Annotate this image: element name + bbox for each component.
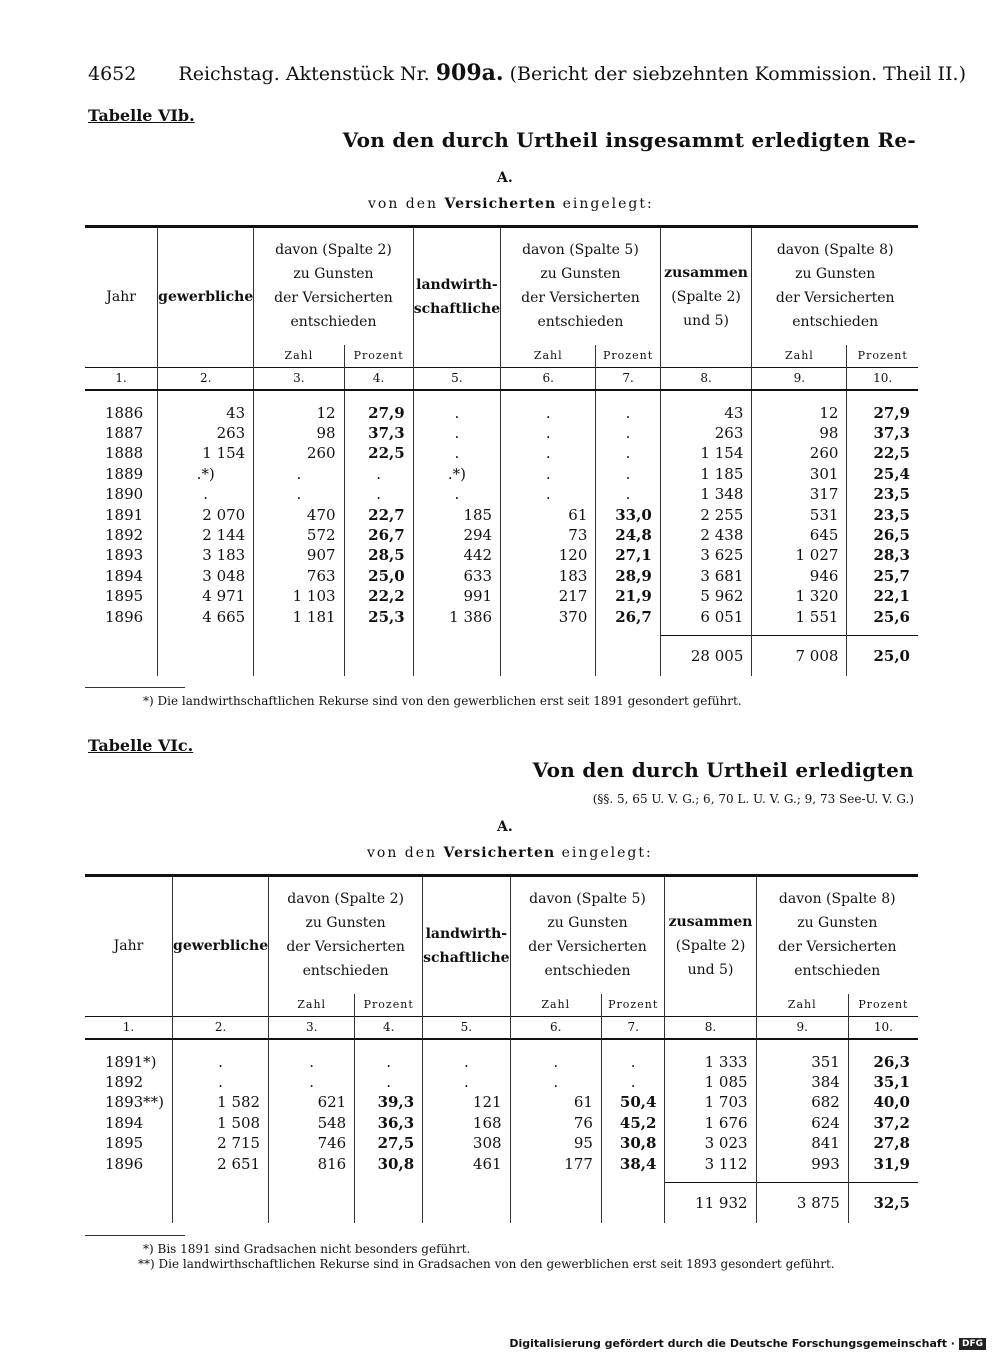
data-cell: 294	[413, 525, 500, 545]
data-cell: 3 183	[158, 545, 254, 565]
col-header-davon-5: davon (Spalte 5) zu Gunsten der Versicherten entschieden	[501, 227, 661, 345]
table-vic-title: Von den durch Urtheil erledigten	[532, 758, 914, 782]
data-cell: 2 255	[660, 505, 752, 525]
column-number: 5.	[423, 1016, 510, 1039]
table-vic-body	[85, 1039, 918, 1223]
table-vic-subtitle	[367, 845, 653, 861]
table-row	[85, 403, 918, 423]
col-header-zahl: Zahl	[752, 345, 847, 368]
col-header-prozent: Prozent	[848, 994, 918, 1017]
col-header-zahl: Zahl	[254, 345, 344, 368]
credit-text: Digitalisierung gefördert durch die Deutsche Forschungsgemeinschaft ·	[509, 1337, 955, 1350]
data-cell: 28,9	[596, 566, 660, 586]
subtitle-pre: von den	[368, 196, 439, 212]
data-cell: 168	[423, 1113, 510, 1133]
table-row	[85, 1133, 918, 1153]
data-cell: 27,1	[596, 545, 660, 565]
data-cell: 1 508	[173, 1113, 269, 1133]
column-number: 2.	[158, 367, 254, 390]
data-cell: .	[501, 423, 596, 443]
data-cell: 263	[660, 423, 752, 443]
data-cell: .	[173, 1052, 269, 1072]
column-number: 4.	[355, 1016, 423, 1039]
data-cell: 1 103	[254, 586, 344, 606]
col-header-landwirthschaftliche: landwirth- schaftliche	[423, 876, 510, 1017]
data-cell: 3 625	[660, 545, 752, 565]
table-row	[85, 586, 918, 606]
table-vic-footnote-1: *) Bis 1891 sind Gradsachen nicht besonders geführt.	[143, 1242, 471, 1256]
data-cell: 26,7	[596, 607, 660, 627]
table-vib-body	[85, 390, 918, 676]
table-row	[85, 566, 918, 586]
column-number: 1.	[85, 367, 158, 390]
column-number: 10.	[848, 1016, 918, 1039]
column-number-row	[85, 1016, 918, 1039]
dfg-logo: DFG	[959, 1338, 986, 1350]
column-number: 6.	[510, 1016, 601, 1039]
col-header-gewerbliche: gewerbliche	[173, 876, 269, 1017]
data-cell: 384	[756, 1072, 848, 1092]
column-number: 9.	[752, 367, 847, 390]
data-cell: 1 185	[660, 464, 752, 484]
data-cell: 37,3	[847, 423, 918, 443]
year-cell: 1891	[105, 505, 144, 524]
column-number: 3.	[254, 367, 344, 390]
data-cell: 308	[423, 1133, 510, 1153]
data-cell: 531	[752, 505, 847, 525]
data-cell: 22,7	[344, 505, 413, 525]
data-cell: 1 027	[752, 545, 847, 565]
data-cell: 548	[269, 1113, 355, 1133]
subtitle-post: eingelegt:	[561, 845, 653, 861]
col-header-davon-8: davon (Spalte 8) zu Gunsten der Versicherten entschieden	[752, 227, 918, 345]
data-cell: .	[413, 443, 500, 463]
year-cell: 1886	[105, 403, 144, 422]
column-number: 2.	[173, 1016, 269, 1039]
header-right: (Bericht der siebzehnten Kommission. Theil II.)	[509, 63, 966, 85]
col-header-zahl: Zahl	[501, 345, 596, 368]
col-header-zusammen: zusammen (Spalte 2) und 5)	[660, 227, 752, 368]
total-cell: 32,5	[848, 1182, 918, 1223]
data-cell: .	[413, 403, 500, 423]
data-cell: 1 320	[752, 586, 847, 606]
data-cell: 25,6	[847, 607, 918, 627]
data-cell: 2 070	[158, 505, 254, 525]
data-cell: 45,2	[601, 1113, 665, 1133]
data-cell: 841	[756, 1133, 848, 1153]
table-row	[85, 1154, 918, 1174]
table-vib-letter: A.	[497, 170, 513, 186]
data-cell: .	[510, 1072, 601, 1092]
data-cell: 22,5	[344, 443, 413, 463]
data-cell: .	[158, 484, 254, 504]
col-header-prozent: Prozent	[847, 345, 918, 368]
data-cell: 37,2	[848, 1113, 918, 1133]
data-cell: 633	[413, 566, 500, 586]
data-cell: 442	[413, 545, 500, 565]
year-cell: 1892	[105, 525, 144, 544]
page-number: 4652	[88, 63, 137, 85]
data-cell: .	[596, 443, 660, 463]
data-cell: 26,5	[847, 525, 918, 545]
footnote-rule	[85, 1235, 185, 1236]
table-vic-letter: A.	[497, 819, 513, 835]
data-cell: .	[355, 1052, 423, 1072]
col-header-davon-5: davon (Spalte 5) zu Gunsten der Versicherten entschieden	[510, 876, 665, 994]
data-cell: 1 386	[413, 607, 500, 627]
data-cell: 2 438	[660, 525, 752, 545]
data-cell: .*)	[413, 464, 500, 484]
data-cell: 24,8	[596, 525, 660, 545]
data-cell: .	[254, 464, 344, 484]
data-cell: 470	[254, 505, 344, 525]
data-cell: 30,8	[601, 1133, 665, 1153]
data-cell: .	[510, 1052, 601, 1072]
data-cell: 31,9	[848, 1154, 918, 1174]
data-cell: 301	[752, 464, 847, 484]
data-cell: .	[423, 1052, 510, 1072]
data-cell: 12	[752, 403, 847, 423]
data-cell: 22,1	[847, 586, 918, 606]
data-cell: 682	[756, 1092, 848, 1112]
col-header-davon-8: davon (Spalte 8) zu Gunsten der Versicherten entschieden	[756, 876, 918, 994]
data-cell: 39,3	[355, 1092, 423, 1112]
data-cell: 1 154	[660, 443, 752, 463]
data-cell: 5 962	[660, 586, 752, 606]
data-cell: .	[501, 403, 596, 423]
data-cell: .	[269, 1072, 355, 1092]
column-number: 9.	[756, 1016, 848, 1039]
data-cell: 1 333	[665, 1052, 756, 1072]
table-row	[85, 607, 918, 627]
data-cell: .	[269, 1052, 355, 1072]
table-vic	[85, 874, 918, 1223]
data-cell: .	[423, 1072, 510, 1092]
data-cell: .	[173, 1072, 269, 1092]
year-cell: 1896	[105, 1154, 144, 1173]
year-cell: 1893	[105, 546, 144, 565]
data-cell: 26,3	[848, 1052, 918, 1072]
data-cell: 1 085	[665, 1072, 756, 1092]
year-cell: 1894	[105, 566, 144, 585]
column-number: 7.	[601, 1016, 665, 1039]
col-header-jahr: Jahr	[85, 876, 173, 1017]
data-cell: .	[413, 423, 500, 443]
data-cell: 25,4	[847, 464, 918, 484]
data-cell: 260	[254, 443, 344, 463]
data-cell: 993	[756, 1154, 848, 1174]
page-header	[88, 60, 966, 86]
digitization-credit	[509, 1337, 986, 1350]
column-number: 8.	[660, 367, 752, 390]
col-header-gewerbliche: gewerbliche	[158, 227, 254, 368]
col-header-prozent: Prozent	[355, 994, 423, 1017]
data-cell: 370	[501, 607, 596, 627]
data-cell: 907	[254, 545, 344, 565]
table-vib	[85, 225, 918, 676]
data-cell: 43	[660, 403, 752, 423]
data-cell: 27,9	[847, 403, 918, 423]
table-row	[85, 545, 918, 565]
section-label-vic: Tabelle VIc.	[88, 736, 194, 755]
data-cell: 76	[510, 1113, 601, 1133]
data-cell: 43	[158, 403, 254, 423]
data-cell: .	[601, 1052, 665, 1072]
column-number-row	[85, 367, 918, 390]
column-number: 3.	[269, 1016, 355, 1039]
data-cell: 98	[254, 423, 344, 443]
col-header-zusammen: zusammen (Spalte 2) und 5)	[665, 876, 756, 1017]
data-cell: .	[344, 484, 413, 504]
data-cell: 73	[501, 525, 596, 545]
data-cell: .	[596, 403, 660, 423]
data-cell: .	[601, 1072, 665, 1092]
data-cell: 991	[413, 586, 500, 606]
data-cell: 185	[413, 505, 500, 525]
table-row	[85, 484, 918, 504]
year-cell: 1896	[105, 607, 144, 626]
data-cell: 1 676	[665, 1113, 756, 1133]
column-number: 5.	[413, 367, 500, 390]
data-cell: 27,8	[848, 1133, 918, 1153]
column-number: 6.	[501, 367, 596, 390]
data-cell: 2 715	[173, 1133, 269, 1153]
table-row	[85, 1092, 918, 1112]
col-header-prozent: Prozent	[596, 345, 660, 368]
section-label-vib: Tabelle VIb.	[88, 106, 195, 125]
table-vib-subtitle	[368, 196, 654, 212]
column-number: 7.	[596, 367, 660, 390]
year-cell: 1894	[105, 1113, 144, 1132]
table-vib-footnote: *) Die landwirthschaftlichen Rekurse sind von den gewerblichen erst seit 1891 gesondert geführt.	[143, 694, 742, 708]
column-number: 8.	[665, 1016, 756, 1039]
data-cell: 624	[756, 1113, 848, 1133]
total-cell: 25,0	[847, 635, 918, 676]
year-cell: 1891*)	[105, 1052, 157, 1071]
table-row	[85, 525, 918, 545]
col-header-zahl: Zahl	[510, 994, 601, 1017]
data-cell: 1 154	[158, 443, 254, 463]
data-cell: 621	[269, 1092, 355, 1112]
column-number: 1.	[85, 1016, 173, 1039]
table-row	[85, 505, 918, 525]
year-cell: 1895	[105, 1134, 144, 1153]
footnote-rule	[85, 687, 185, 688]
year-cell: 1895	[105, 587, 144, 606]
data-cell: 746	[269, 1133, 355, 1153]
col-header-davon-2: davon (Spalte 2) zu Gunsten der Versicherten entschieden	[269, 876, 423, 994]
data-cell: 1 703	[665, 1092, 756, 1112]
data-cell: 61	[510, 1092, 601, 1112]
data-cell: 2 651	[173, 1154, 269, 1174]
data-cell: 61	[501, 505, 596, 525]
column-number: 10.	[847, 367, 918, 390]
data-cell: 317	[752, 484, 847, 504]
data-cell: .	[355, 1072, 423, 1092]
data-cell: 763	[254, 566, 344, 586]
col-header-zahl: Zahl	[269, 994, 355, 1017]
data-cell: 36,3	[355, 1113, 423, 1133]
data-cell: .	[596, 423, 660, 443]
data-cell: .	[501, 464, 596, 484]
data-cell: 120	[501, 545, 596, 565]
data-cell: .	[254, 484, 344, 504]
data-cell: 25,0	[344, 566, 413, 586]
data-cell: 27,9	[344, 403, 413, 423]
data-cell: 27,5	[355, 1133, 423, 1153]
year-cell: 1890	[105, 485, 144, 504]
data-cell: 23,5	[847, 484, 918, 504]
total-cell: 7 008	[752, 635, 847, 676]
subtitle-post: eingelegt:	[562, 196, 654, 212]
table-row	[85, 1052, 918, 1072]
data-cell: 3 112	[665, 1154, 756, 1174]
data-cell: .	[344, 464, 413, 484]
data-cell: 3 048	[158, 566, 254, 586]
table-vib-title: Von den durch Urtheil insgesammt erledigten Re-	[342, 128, 916, 152]
year-cell: 1893**)	[105, 1093, 165, 1112]
year-cell: 1892	[105, 1072, 144, 1091]
data-cell: 33,0	[596, 505, 660, 525]
data-cell: 3 681	[660, 566, 752, 586]
data-cell: .	[413, 484, 500, 504]
data-cell: .	[596, 464, 660, 484]
total-cell: 11 932	[665, 1182, 756, 1223]
data-cell: 183	[501, 566, 596, 586]
table-vic-footnote-2: **) Die landwirthschaftlichen Rekurse sind in Gradsachen von den gewerblichen erst seit 1893 gesondert geführt.	[138, 1257, 835, 1271]
data-cell: 98	[752, 423, 847, 443]
col-header-jahr: Jahr	[85, 227, 158, 368]
data-cell: 22,2	[344, 586, 413, 606]
data-cell: 38,4	[601, 1154, 665, 1174]
data-cell: 816	[269, 1154, 355, 1174]
data-cell: 1 582	[173, 1092, 269, 1112]
totals-row	[85, 635, 918, 676]
data-cell: 23,5	[847, 505, 918, 525]
data-cell: 12	[254, 403, 344, 423]
data-cell: .*)	[158, 464, 254, 484]
data-cell: 3 023	[665, 1133, 756, 1153]
data-cell: 263	[158, 423, 254, 443]
data-cell: 21,9	[596, 586, 660, 606]
subtitle-pre: von den	[367, 845, 438, 861]
data-cell: 645	[752, 525, 847, 545]
totals-row	[85, 1182, 918, 1223]
data-cell: 4 665	[158, 607, 254, 627]
data-cell: 28,3	[847, 545, 918, 565]
table-row	[85, 423, 918, 443]
table-row	[85, 443, 918, 463]
data-cell: .	[596, 484, 660, 504]
data-cell: 26,7	[344, 525, 413, 545]
data-cell: 260	[752, 443, 847, 463]
data-cell: 4 971	[158, 586, 254, 606]
year-cell: 1887	[105, 423, 144, 442]
data-cell: 1 348	[660, 484, 752, 504]
data-cell: 37,3	[344, 423, 413, 443]
table-row	[85, 1113, 918, 1133]
data-cell: 461	[423, 1154, 510, 1174]
data-cell: 30,8	[355, 1154, 423, 1174]
data-cell: 95	[510, 1133, 601, 1153]
data-cell: 177	[510, 1154, 601, 1174]
col-header-prozent: Prozent	[601, 994, 665, 1017]
data-cell: 572	[254, 525, 344, 545]
table-row	[85, 464, 918, 484]
subtitle-bold: Versicherten	[443, 845, 556, 861]
table-vic-legal-reference: (§§. 5, 65 U. V. G.; 6, 70 L. U. V. G.; 9, 73 See-U. V. G.)	[592, 792, 914, 806]
header-left: Reichstag. Aktenstück Nr.	[178, 63, 430, 85]
column-number: 4.	[344, 367, 413, 390]
data-cell: 25,7	[847, 566, 918, 586]
data-cell: 217	[501, 586, 596, 606]
data-cell: 2 144	[158, 525, 254, 545]
data-cell: 6 051	[660, 607, 752, 627]
data-cell: 35,1	[848, 1072, 918, 1092]
data-cell: 1 181	[254, 607, 344, 627]
col-header-landwirthschaftliche: landwirth- schaftliche	[413, 227, 500, 368]
data-cell: 351	[756, 1052, 848, 1072]
data-cell: 22,5	[847, 443, 918, 463]
data-cell: 1 551	[752, 607, 847, 627]
data-cell: 28,5	[344, 545, 413, 565]
table-row	[85, 1072, 918, 1092]
data-cell: 50,4	[601, 1092, 665, 1112]
data-cell: 40,0	[848, 1092, 918, 1112]
col-header-davon-2: davon (Spalte 2) zu Gunsten der Versicherten entschieden	[254, 227, 413, 345]
data-cell: 946	[752, 566, 847, 586]
data-cell: 121	[423, 1092, 510, 1112]
data-cell: .	[501, 443, 596, 463]
year-cell: 1889	[105, 464, 144, 483]
total-cell: 3 875	[756, 1182, 848, 1223]
total-cell: 28 005	[660, 635, 752, 676]
col-header-prozent: Prozent	[344, 345, 413, 368]
document-number: 909a.	[435, 60, 504, 86]
data-cell: .	[501, 484, 596, 504]
data-cell: 25,3	[344, 607, 413, 627]
subtitle-bold: Versicherten	[444, 196, 557, 212]
col-header-zahl: Zahl	[756, 994, 848, 1017]
year-cell: 1888	[105, 444, 144, 463]
